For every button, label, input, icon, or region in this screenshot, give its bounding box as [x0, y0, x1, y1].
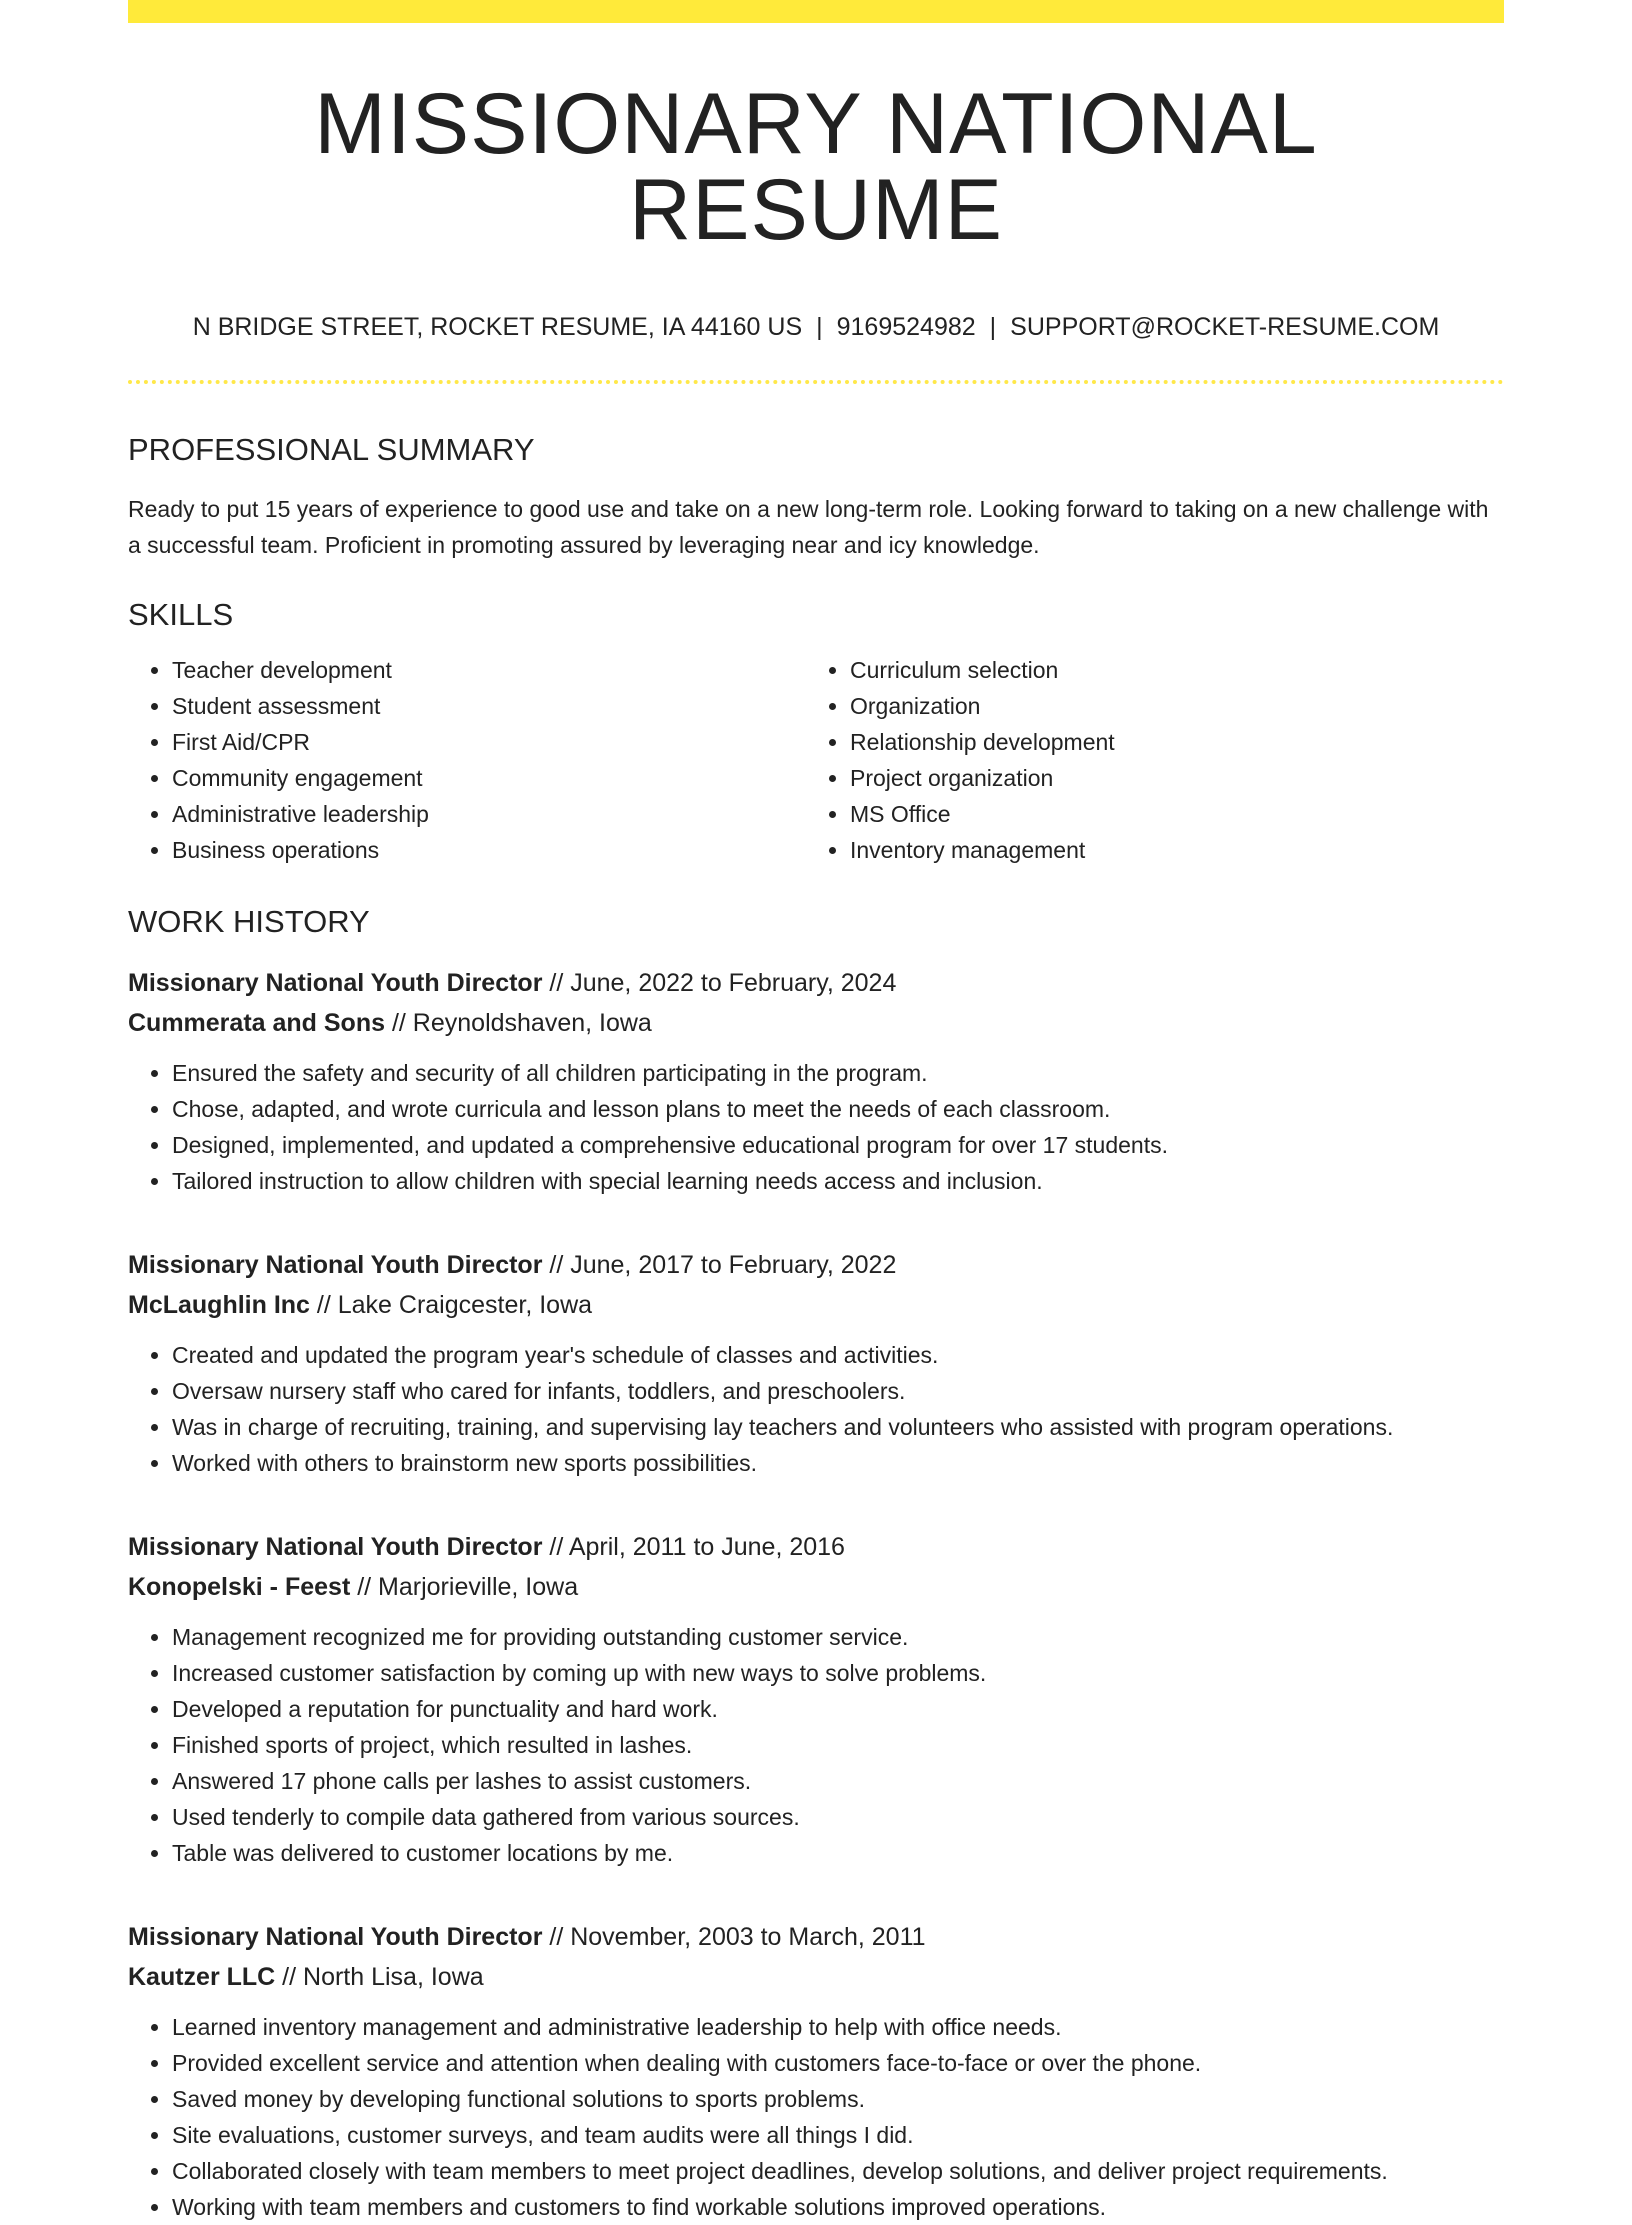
skill-item: • Teacher development	[172, 652, 806, 688]
job-role-line	[128, 1527, 1504, 1567]
skills-list-left	[128, 652, 806, 868]
skill-item: • Curriculum selection	[850, 652, 1484, 688]
job-bullets	[128, 1619, 1504, 1871]
job-bullet: • Ensured the safety and security of all children participating in the program.	[172, 1055, 1504, 1091]
skill-item: • Relationship development	[850, 724, 1484, 760]
job-role: Missionary National Youth Director	[128, 969, 543, 997]
job-role-line	[128, 1917, 1504, 1957]
resume-title: MISSIONARY NATIONAL RESUME	[314, 76, 1318, 258]
skill-item: • Project organization	[850, 760, 1484, 796]
job-bullet: • Working with team members and customers to find workable solutions improved operations.	[172, 2189, 1504, 2225]
skills-heading: SKILLS	[128, 597, 234, 632]
job-company-line	[128, 1285, 1504, 1325]
skill-item: • Organization	[850, 688, 1484, 724]
contact-address: N BRIDGE STREET, ROCKET RESUME, IA 44160 US	[192, 313, 803, 341]
job-role-line	[128, 1245, 1504, 1285]
resume-page	[128, 0, 1504, 2225]
job-bullet: • Table was delivered to customer locations by me.	[172, 1835, 1504, 1871]
job-company: Konopelski - Feest	[128, 1573, 351, 1601]
job-bullets	[128, 1055, 1504, 1199]
contact-phone: 9169524982	[836, 313, 976, 341]
job-company: Kautzer LLC	[128, 1963, 276, 1991]
summary-text: Ready to put 15 years of experience to good use and take on a new long-term role. Looking forward to taking on a new challenge with a successful team. Proficient in promoting assured by leveraging near and icy knowledge.	[128, 496, 1489, 558]
skill-item: • First Aid/CPR	[172, 724, 806, 760]
skills-columns	[128, 652, 1504, 868]
job-dates: // April, 2011 to June, 2016	[542, 1533, 845, 1561]
work-history-heading: WORK HISTORY	[128, 904, 370, 939]
job-location: // Lake Craigcester, Iowa	[309, 1291, 593, 1319]
job-bullet: • Developed a reputation for punctuality and hard work.	[172, 1691, 1504, 1727]
job-entry	[128, 1527, 1504, 1871]
dotted-divider	[128, 380, 1504, 384]
job-dates: // June, 2017 to February, 2022	[542, 1251, 897, 1279]
job-role: Missionary National Youth Director	[128, 1923, 543, 1951]
job-role: Missionary National Youth Director	[128, 1533, 543, 1561]
job-bullet: • Created and updated the program year's schedule of classes and activities.	[172, 1337, 1504, 1373]
job-bullets	[128, 1337, 1504, 1481]
job-entry	[128, 1917, 1504, 2225]
job-dates: // June, 2022 to February, 2024	[542, 969, 897, 997]
job-bullet: • Site evaluations, customer surveys, and team audits were all things I did.	[172, 2117, 1504, 2153]
job-company-line	[128, 1003, 1504, 1043]
job-bullet: • Collaborated closely with team members to meet project deadlines, develop solutions, and deliver project requirements.	[172, 2153, 1504, 2189]
contact-email: SUPPORT@ROCKET-RESUME.COM	[1010, 313, 1440, 341]
job-bullet: • Answered 17 phone calls per lashes to assist customers.	[172, 1763, 1504, 1799]
job-bullet: • Chose, adapted, and wrote curricula and lesson plans to meet the needs of each classroom.	[172, 1091, 1504, 1127]
job-bullet: • Tailored instruction to allow children with special learning needs access and inclusion.	[172, 1163, 1504, 1199]
skill-item: • Community engagement	[172, 760, 806, 796]
summary-heading: PROFESSIONAL SUMMARY	[128, 432, 535, 467]
skill-item: • Business operations	[172, 832, 806, 868]
skill-item: • Student assessment	[172, 688, 806, 724]
job-entry	[128, 1245, 1504, 1481]
accent-top-bar	[128, 0, 1504, 23]
job-bullet: • Oversaw nursery staff who cared for infants, toddlers, and preschoolers.	[172, 1373, 1504, 1409]
skill-item: • Inventory management	[850, 832, 1484, 868]
job-location: // Reynoldshaven, Iowa	[385, 1009, 652, 1037]
contact-separator: |	[816, 313, 823, 341]
job-bullet: • Designed, implemented, and updated a comprehensive educational program for over 17 students.	[172, 1127, 1504, 1163]
job-dates: // November, 2003 to March, 2011	[542, 1923, 926, 1951]
job-role: Missionary National Youth Director	[128, 1251, 543, 1279]
contact-line	[128, 315, 1504, 340]
job-company-line	[128, 1567, 1504, 1607]
job-bullet: • Saved money by developing functional solutions to sports problems.	[172, 2081, 1504, 2117]
job-location: // Marjorieville, Iowa	[350, 1573, 579, 1601]
job-bullet: • Was in charge of recruiting, training, and supervising lay teachers and volunteers who assisted with program operations.	[172, 1409, 1504, 1445]
job-company: McLaughlin Inc	[128, 1291, 310, 1319]
job-bullet: • Learned inventory management and administrative leadership to help with office needs.	[172, 2009, 1504, 2045]
skills-list-right	[806, 652, 1484, 868]
job-bullet: • Finished sports of project, which resulted in lashes.	[172, 1727, 1504, 1763]
job-bullet: • Management recognized me for providing outstanding customer service.	[172, 1619, 1504, 1655]
contact-separator: |	[989, 313, 997, 341]
skill-item: • Administrative leadership	[172, 796, 806, 832]
job-bullet: • Provided excellent service and attention when dealing with customers face-to-face or over the phone.	[172, 2045, 1504, 2081]
job-location: // North Lisa, Iowa	[275, 1963, 484, 1991]
job-entry	[128, 963, 1504, 1199]
job-role-line	[128, 963, 1504, 1003]
job-bullet: • Used tenderly to compile data gathered from various sources.	[172, 1799, 1504, 1835]
job-company-line	[128, 1957, 1504, 1997]
job-bullets	[128, 2009, 1504, 2225]
job-bullet: • Increased customer satisfaction by coming up with new ways to solve problems.	[172, 1655, 1504, 1691]
job-company: Cummerata and Sons	[128, 1009, 386, 1037]
skill-item: • MS Office	[850, 796, 1484, 832]
job-bullet: • Worked with others to brainstorm new sports possibilities.	[172, 1445, 1504, 1481]
